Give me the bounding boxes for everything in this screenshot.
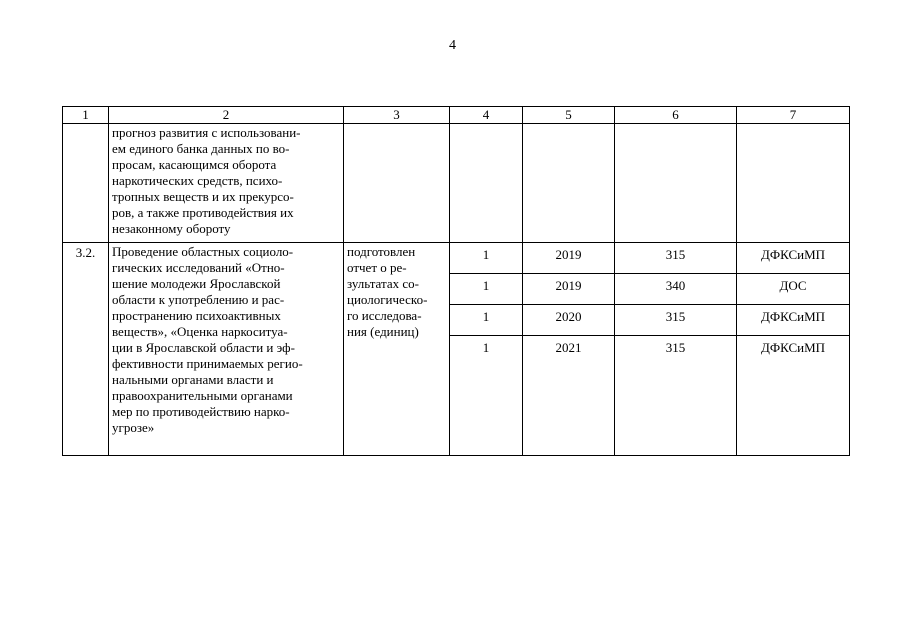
indicator-line: циологическо- [347, 292, 428, 307]
value-cell: 1 [450, 336, 523, 456]
indicator-line: ния (единиц) [347, 324, 419, 339]
header-col-6: 6 [615, 107, 737, 124]
amount-cell: 315 [615, 243, 737, 274]
description-line: шение молодежи Ярославской [112, 276, 281, 291]
amount-cell: 315 [615, 336, 737, 456]
description-line: фективности принимаемых регио- [112, 356, 303, 371]
description-line: мер по противодействию нарко- [112, 404, 290, 419]
value-cell: 1 [450, 305, 523, 336]
page-number: 4 [449, 38, 456, 53]
description-line: области к употреблению и рас- [112, 292, 285, 307]
year-cell: 2019 [523, 274, 615, 305]
executor-cell: ДФКСиМП [737, 243, 850, 274]
continuation-empty-cell [344, 124, 450, 243]
year-cell: 2021 [523, 336, 615, 456]
description-line: ров, а также противодействия их [112, 205, 294, 220]
header-col-4: 4 [450, 107, 523, 124]
description-line: ем единого банка данных по во- [112, 141, 290, 156]
continuation-empty-cell [615, 124, 737, 243]
description-line: Проведение областных социоло- [112, 244, 294, 259]
description-line: прогноз развития с использовани- [112, 125, 301, 140]
indicator-line: отчет о ре- [347, 260, 407, 275]
continuation-number-cell [63, 124, 109, 243]
executor-cell: ДФКСиМП [737, 305, 850, 336]
description-line: наркотических средств, психо- [112, 173, 283, 188]
continuation-description-cell [109, 124, 344, 243]
amount-cell: 340 [615, 274, 737, 305]
description-line: угрозе» [112, 420, 155, 435]
description-line: гических исследований «Отно- [112, 260, 285, 275]
value-cell: 1 [450, 274, 523, 305]
item-number-cell: 3.2. [63, 243, 109, 456]
executor-cell: ДОС [737, 274, 850, 305]
item-indicator-cell [344, 243, 450, 456]
header-col-7: 7 [737, 107, 850, 124]
header-col-5: 5 [523, 107, 615, 124]
description-line: правоохранительными органами [112, 388, 293, 403]
table-row-3-2-a [63, 243, 850, 274]
executor-cell: ДФКСиМП [737, 336, 850, 456]
continuation-empty-cell [450, 124, 523, 243]
description-line: веществ», «Оценка наркоситуа- [112, 324, 288, 339]
description-line: пространению психоактивных [112, 308, 281, 323]
indicator-line: го исследова- [347, 308, 422, 323]
indicator-line: зультатах со- [347, 276, 419, 291]
header-col-2: 2 [109, 107, 344, 124]
description-line: ции в Ярославской области и эф- [112, 340, 295, 355]
continuation-empty-cell [523, 124, 615, 243]
document-table [62, 106, 850, 456]
description-line: незаконному обороту [112, 221, 231, 236]
continuation-empty-cell [737, 124, 850, 243]
item-description-cell [109, 243, 344, 456]
value-cell: 1 [450, 243, 523, 274]
description-line: просам, касающимся оборота [112, 157, 277, 172]
table-row-continuation [63, 124, 850, 243]
description-line: тропных веществ и их прекурсо- [112, 189, 294, 204]
table-header-row [63, 107, 850, 124]
header-col-1: 1 [63, 107, 109, 124]
indicator-line: подготовлен [347, 244, 416, 259]
year-cell: 2019 [523, 243, 615, 274]
year-cell: 2020 [523, 305, 615, 336]
header-col-3: 3 [344, 107, 450, 124]
description-line: нальными органами власти и [112, 372, 274, 387]
amount-cell: 315 [615, 305, 737, 336]
